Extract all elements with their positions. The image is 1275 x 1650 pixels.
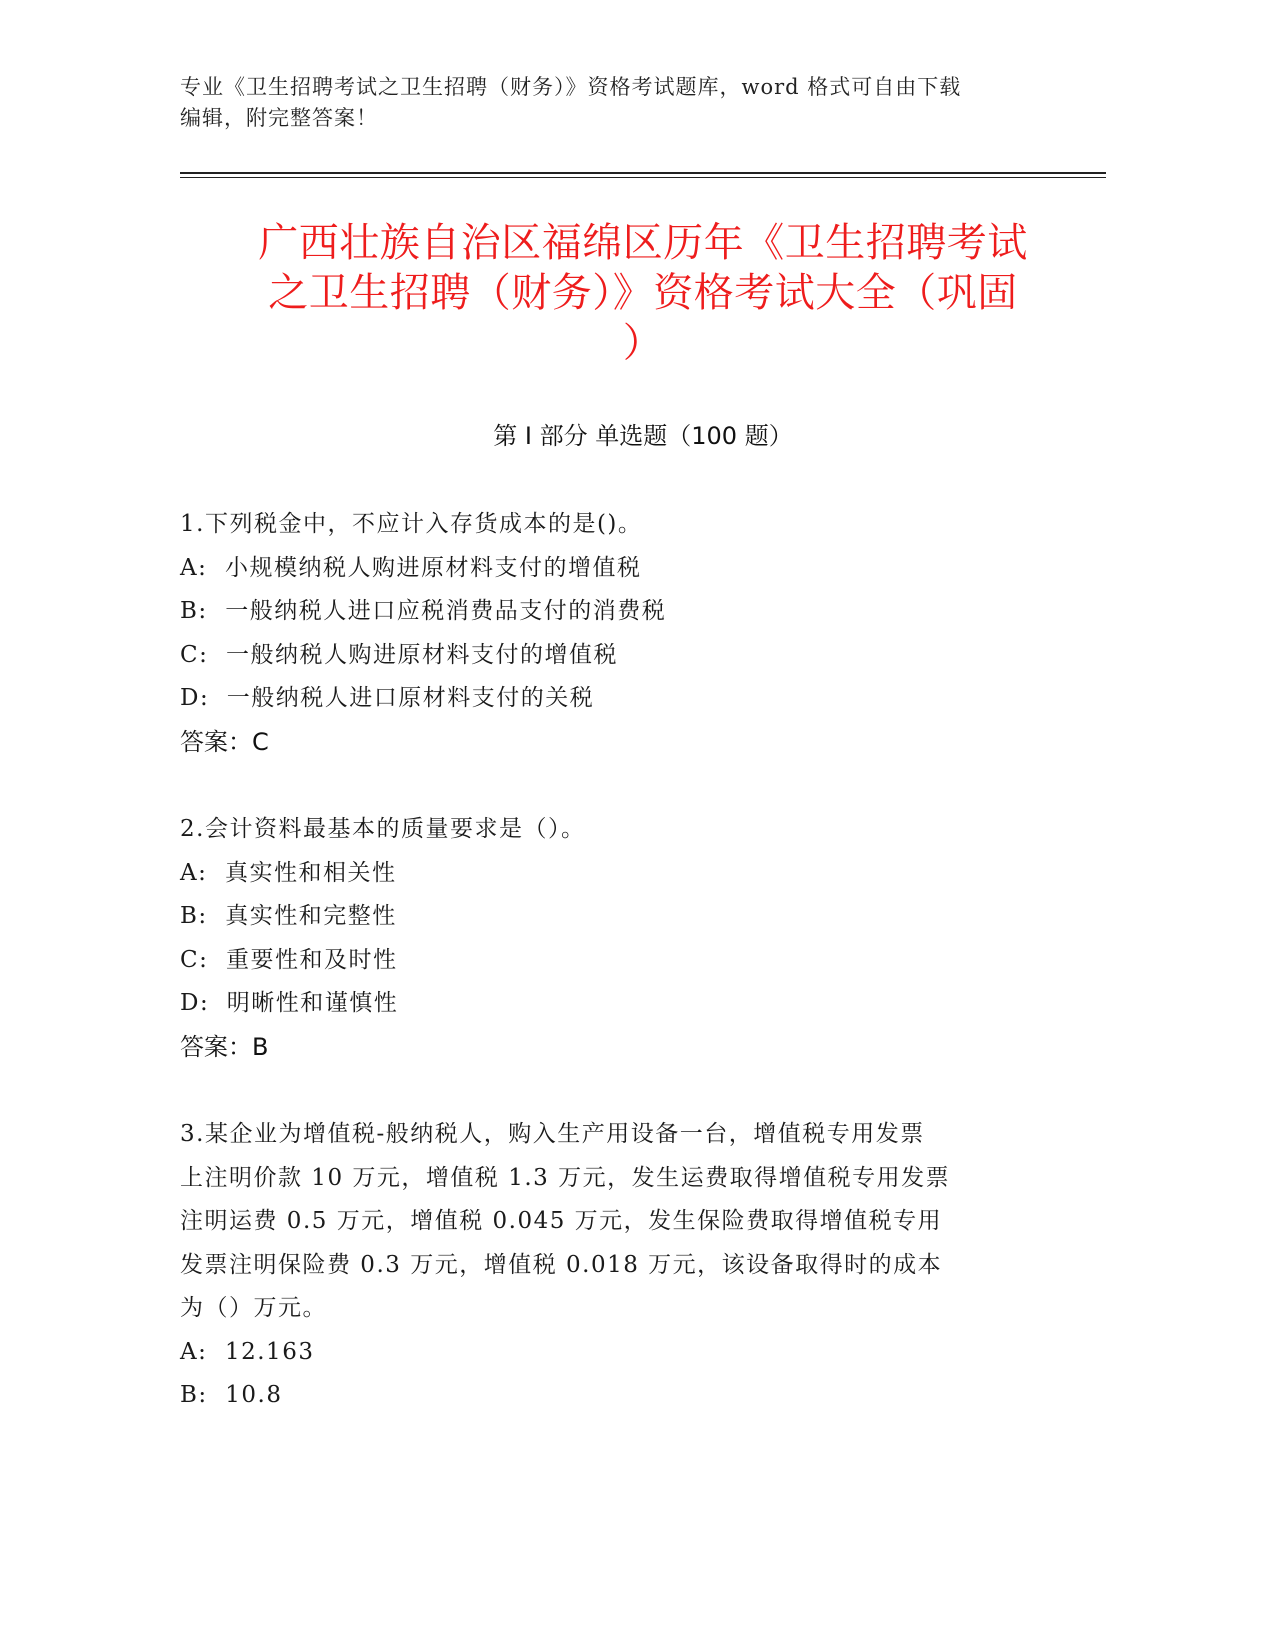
document-title-line-1: 广西壮族自治区福绵区历年《卫生招聘考试 (258, 220, 1028, 266)
option-a: A: 小规模纳税人购进原材料支付的增值税 (180, 554, 642, 581)
option-d: D: 明晰性和谨慎性 (180, 990, 399, 1016)
document-title (180, 218, 1106, 368)
header-note-line-1: 专业《卫生招聘考试之卫生招聘（财务）》资格考试题库，word 格式可自由下载 (180, 75, 962, 99)
document-title-line-2: 之卫生招聘（财务）》资格考试大全（巩固 (268, 270, 1018, 316)
option-b: B: 真实性和完整性 (180, 903, 397, 929)
question-2 (180, 808, 1040, 1069)
answer-label: 答案：C (180, 727, 269, 756)
question-3 (180, 1113, 1040, 1418)
header-divider-thin (180, 177, 1106, 178)
section-heading: 第 I 部分 单选题（100 题） (493, 422, 793, 450)
option-b: B: 10.8 (180, 1382, 283, 1408)
question-stem: 2.会计资料最基本的质量要求是（）。 (180, 816, 586, 842)
question-stem-line-4: 发票注明保险费 0.3 万元，增值税 0.018 万元，该设备取得时的成本 (180, 1251, 943, 1278)
option-a: A: 12.163 (180, 1338, 315, 1365)
header-divider-thick (180, 172, 1106, 174)
option-b: B: 一般纳税人进口应税消费品支付的消费税 (180, 598, 667, 624)
question-stem-line-5: 为（）万元。 (180, 1295, 327, 1321)
document-title-line-3: ） (622, 320, 664, 366)
answer-label: 答案：B (180, 1032, 269, 1061)
question-stem-line-1: 3.某企业为增值税-般纳税人，购入生产用设备一台，增值税专用发票 (180, 1121, 925, 1147)
option-c: C: 重要性和及时性 (180, 946, 398, 973)
option-a: A: 真实性和相关性 (180, 859, 397, 886)
option-c: C: 一般纳税人购进原材料支付的增值税 (180, 641, 618, 668)
question-stem-line-3: 注明运费 0.5 万元，增值税 0.045 万元，发生保险费取得增值税专用 (180, 1208, 943, 1234)
header-note-line-2: 编辑，附完整答案！ (180, 106, 378, 130)
header-note (180, 72, 1080, 134)
question-stem-line-2: 上注明价款 10 万元，增值税 1.3 万元，发生运费取得增值税专用发票 (180, 1164, 951, 1191)
question-stem: 1.下列税金中，不应计入存货成本的是()。 (180, 511, 643, 537)
option-d: D: 一般纳税人进口原材料支付的关税 (180, 685, 595, 711)
question-1 (180, 503, 1040, 764)
